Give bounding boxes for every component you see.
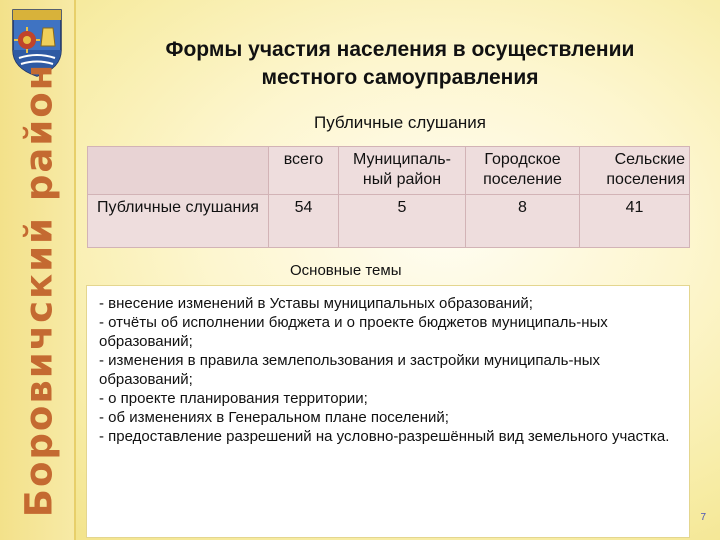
left-sidebar-band (0, 0, 76, 540)
list-item: - отчёты об исполнении бюджета и о проекте бюджетов муниципаль-ных образований; (99, 314, 608, 350)
list-item: - об изменениях в Генеральном плане поселений; (99, 409, 449, 426)
topics-list (99, 294, 679, 446)
table-cell-municipal-district: 5 (339, 195, 466, 248)
page-number: 7 (700, 512, 706, 523)
vertical-district-title: Боровичский район (17, 62, 61, 518)
table-cell-rural-settlements: 41 (580, 195, 690, 248)
table-header-rural-settlements: Сельские поселения (580, 147, 690, 195)
table-header-total: всего (269, 147, 339, 195)
list-item: - о проекте планирования территории; (99, 390, 368, 407)
table-cell-total: 54 (269, 195, 339, 248)
list-item: - изменения в правила землепользования и застройки муниципаль-ных образований; (99, 352, 601, 388)
page-title-line-1: Формы участия населения в осуществлении (165, 38, 635, 61)
page-title (100, 36, 700, 92)
table-header-empty (88, 147, 269, 195)
public-hearings-table (87, 146, 690, 248)
list-item: - внесение изменений в Уставы муниципальных образований; (99, 295, 533, 312)
page-title-line-2: местного самоуправления (261, 66, 539, 89)
list-item: - предоставление разрешений на условно-разрешённый вид земельного участка. (99, 428, 670, 445)
table-header-row (88, 147, 690, 195)
topics-heading: Основные темы (290, 262, 402, 279)
table-row-label: Публичные слушания (88, 195, 269, 248)
section-subtitle: Публичные слушания (313, 113, 487, 132)
topics-list-box (86, 285, 690, 538)
table-row (88, 195, 690, 248)
table-header-municipal-district: Муниципаль-ный район (339, 147, 466, 195)
table-cell-urban-settlement: 8 (466, 195, 580, 248)
table-header-urban-settlement: Городское поселение (466, 147, 580, 195)
